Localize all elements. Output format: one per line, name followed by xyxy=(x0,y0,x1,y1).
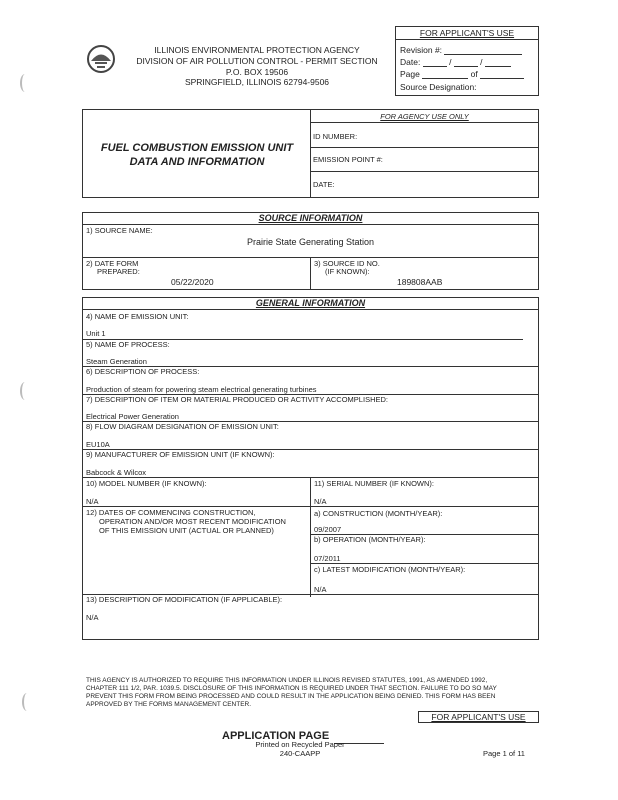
disclosure-line-3: PREVENT THIS FORM FROM BEING PROCESSED AND COULD RESULT IN THE APPLICATION BEING DENIED. THIS FORM HAS BEEN xyxy=(86,693,496,700)
divider xyxy=(310,563,538,564)
serial-number-value[interactable]: N/A xyxy=(314,497,327,506)
of-label: of xyxy=(470,69,478,79)
printed-recycled: Printed on Recycled Paper xyxy=(255,740,345,749)
disclosure-line-4: APPROVED BY THE FORMS MANAGEMENT CENTER. xyxy=(86,701,252,708)
date-year-blank[interactable] xyxy=(485,66,511,67)
operation-date-value[interactable]: 07/2011 xyxy=(314,554,341,563)
serial-number-label: 11) SERIAL NUMBER (IF KNOWN): xyxy=(314,479,435,488)
construction-date-label: a) CONSTRUCTION (MONTH/YEAR): xyxy=(314,509,443,518)
revision-blank[interactable] xyxy=(444,54,522,55)
illinois-epa-logo-icon xyxy=(86,44,116,74)
date-month-blank[interactable] xyxy=(423,66,447,67)
applicant-use-title: FOR APPLICANT'S USE xyxy=(419,28,515,38)
agency-city: SPRINGFIELD, ILLINOIS 62794-9506 xyxy=(184,77,330,87)
disclosure-line-2: CHAPTER 111 1/2, PAR. 1039.5. DISCLOSURE OF THIS INFORMATION IS REQUIRED UNDER THAT SECTION. FAILURE TO DO SO MAY xyxy=(86,685,497,692)
page-number: Page 1 of 11 xyxy=(483,749,525,758)
divider xyxy=(83,224,538,225)
manufacturer-label: 9) MANUFACTURER OF EMISSION UNIT (IF KNOWN): xyxy=(86,450,275,459)
date-form-value[interactable]: 05/22/2020 xyxy=(171,277,214,287)
general-information-section xyxy=(82,297,539,640)
source-information-title: SOURCE INFORMATION xyxy=(258,213,363,223)
divider xyxy=(310,257,311,289)
revision-field[interactable] xyxy=(400,45,522,55)
agency-date-label: DATE: xyxy=(313,180,335,189)
general-information-title: GENERAL INFORMATION xyxy=(255,298,366,308)
form-title-line1: FUEL COMBUSTION EMISSION UNIT xyxy=(100,142,294,154)
applicant-use-box xyxy=(395,26,539,96)
source-name-value[interactable]: Prairie State Generating Station xyxy=(246,237,375,247)
divider xyxy=(396,39,538,40)
construction-date-value[interactable]: 09/2007 xyxy=(314,525,342,534)
model-number-label: 10) MODEL NUMBER (IF KNOWN): xyxy=(86,479,207,488)
flow-diagram-value[interactable]: EU10A xyxy=(86,440,110,449)
form-title-line2: DATA AND INFORMATION xyxy=(129,156,265,168)
source-id-label: 3) SOURCE ID NO. xyxy=(314,259,380,268)
agency-name: ILLINOIS ENVIRONMENTAL PROTECTION AGENCY xyxy=(154,45,360,55)
modification-date-label: c) LATEST MODIFICATION (MONTH/YEAR): xyxy=(314,565,466,574)
divider xyxy=(310,110,311,197)
divider xyxy=(310,477,311,597)
revision-label: Revision #: xyxy=(400,45,443,55)
emission-unit-name-value[interactable]: Unit 1 xyxy=(86,329,106,338)
footer-applicant-use-box xyxy=(418,711,539,723)
flow-diagram-label: 8) FLOW DIAGRAM DESIGNATION OF EMISSION UNIT: xyxy=(86,422,279,431)
page-label: Page xyxy=(400,69,420,79)
scan-mark xyxy=(22,693,32,711)
scan-mark xyxy=(20,74,30,92)
item-produced-label: 7) DESCRIPTION OF ITEM OR MATERIAL PRODUCED OR ACTIVITY ACCOMPLISHED: xyxy=(86,395,388,404)
modification-description-label: 13) DESCRIPTION OF MODIFICATION (IF APPLICABLE): xyxy=(86,595,283,604)
emission-unit-name-label: 4) NAME OF EMISSION UNIT: xyxy=(86,312,189,321)
source-designation-label: Source Designation: xyxy=(400,82,477,92)
page-field[interactable] xyxy=(400,69,524,79)
commencing-dates-label-3: OF THIS EMISSION UNIT (ACTUAL OR PLANNED) xyxy=(99,526,274,535)
process-name-value[interactable]: Steam Generation xyxy=(86,357,147,366)
process-description-label: 6) DESCRIPTION OF PROCESS: xyxy=(86,367,200,376)
page-blank[interactable] xyxy=(422,78,468,79)
operation-date-label: b) OPERATION (MONTH/YEAR): xyxy=(314,535,426,544)
emission-point-label: EMISSION POINT #: xyxy=(313,155,383,164)
page-total-blank[interactable] xyxy=(480,78,524,79)
modification-description-value[interactable]: N/A xyxy=(86,613,99,622)
divider xyxy=(310,122,538,123)
form-number: 240-CAAPP xyxy=(279,749,321,758)
modification-date-value[interactable]: N/A xyxy=(314,585,327,594)
model-number-value[interactable]: N/A xyxy=(86,497,99,506)
form-title-section xyxy=(82,109,539,198)
manufacturer-value[interactable]: Babcock & Wilcox xyxy=(86,468,147,477)
date-label: Date: xyxy=(400,57,421,67)
scan-mark xyxy=(20,382,30,400)
source-id-label-2: (IF KNOWN): xyxy=(325,267,370,276)
commencing-dates-label-2: OPERATION AND/OR MOST RECENT MODIFICATION xyxy=(99,517,286,526)
date-form-label: 2) DATE FORM xyxy=(86,259,139,268)
agency-division: DIVISION OF AIR POLLUTION CONTROL - PERMIT SECTION xyxy=(136,56,378,66)
agency-po-box: P.O. BOX 19506 xyxy=(225,67,289,77)
id-number-label: ID NUMBER: xyxy=(313,132,358,141)
footer-applicant-use-title: FOR APPLICANT'S USE xyxy=(431,712,526,722)
source-name-label: 1) SOURCE NAME: xyxy=(86,226,153,235)
date-form-label-2: PREPARED: xyxy=(97,267,140,276)
agency-use-title: FOR AGENCY USE ONLY xyxy=(380,112,469,121)
commencing-dates-label: 12) DATES OF COMMENCING CONSTRUCTION, xyxy=(86,508,256,517)
divider xyxy=(83,309,538,310)
process-description-value[interactable]: Production of steam for powering steam electrical generating turbines xyxy=(86,385,317,394)
application-page-label: APPLICATION PAGE xyxy=(222,730,330,742)
date-day-blank[interactable] xyxy=(454,66,478,67)
date-field[interactable]: Date: / / xyxy=(400,57,511,67)
divider xyxy=(83,506,538,507)
process-name-label: 5) NAME OF PROCESS: xyxy=(86,340,170,349)
divider xyxy=(310,147,538,148)
source-id-value[interactable]: 189808AAB xyxy=(397,277,443,287)
item-produced-value[interactable]: Electrical Power Generation xyxy=(86,412,179,421)
divider xyxy=(310,171,538,172)
source-information-section xyxy=(82,212,539,290)
disclosure-line-1: THIS AGENCY IS AUTHORIZED TO REQUIRE THIS INFORMATION UNDER ILLINOIS REVISED STATUTES, 1991, AS AMENDED 1992, xyxy=(86,677,488,684)
